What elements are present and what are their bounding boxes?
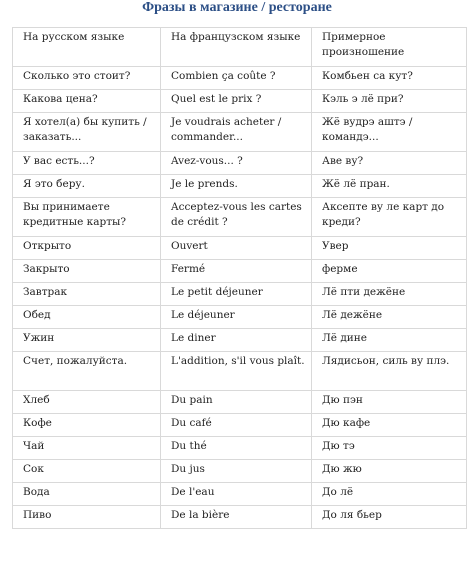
cell-russian: Завтрак — [13, 283, 161, 306]
cell-pronunciation: Аксепте ву ле карт до креди? — [312, 198, 467, 237]
cell-russian: У вас есть...? — [13, 152, 161, 175]
cell-french: Du jus — [161, 460, 312, 483]
table-row — [13, 152, 467, 175]
cell-pronunciation: Дю кафе — [312, 414, 467, 437]
cell-french: Acceptez-vous les cartes de crédit ? — [161, 198, 312, 237]
table-row — [13, 391, 467, 414]
cell-french: L'addition, s'il vous plaît. — [161, 352, 312, 391]
cell-french: Fermé — [161, 260, 312, 283]
cell-pronunciation: До ля бьер — [312, 506, 467, 529]
cell-french: Combien ça coûte ? — [161, 67, 312, 90]
cell-french: Du pain — [161, 391, 312, 414]
cell-french: Je le prends. — [161, 175, 312, 198]
cell-pronunciation: Жё лё пран. — [312, 175, 467, 198]
cell-pronunciation: Лё дине — [312, 329, 467, 352]
header-cell-pronunciation: Примерное произношение — [312, 28, 467, 67]
table-row — [13, 90, 467, 113]
cell-french: Le petit déjeuner — [161, 283, 312, 306]
table-row — [13, 414, 467, 437]
cell-pronunciation: ферме — [312, 260, 467, 283]
cell-russian: Пиво — [13, 506, 161, 529]
cell-pronunciation: До лё — [312, 483, 467, 506]
cell-french: Je voudrais acheter / commander... — [161, 113, 312, 152]
cell-french: Ouvert — [161, 237, 312, 260]
table-row — [13, 175, 467, 198]
table-row — [13, 306, 467, 329]
cell-russian: Обед — [13, 306, 161, 329]
table-row — [13, 237, 467, 260]
cell-russian: Какова цена? — [13, 90, 161, 113]
table-row — [13, 506, 467, 529]
table-row — [13, 198, 467, 237]
cell-russian: Открыто — [13, 237, 161, 260]
cell-pronunciation: Лё пти дежёне — [312, 283, 467, 306]
cell-russian: Чай — [13, 437, 161, 460]
cell-russian: Ужин — [13, 329, 161, 352]
cell-french: Du café — [161, 414, 312, 437]
cell-russian: Сок — [13, 460, 161, 483]
table-row — [13, 283, 467, 306]
page-title: Фразы в магазине / ресторане — [142, 0, 332, 15]
cell-russian: Я это беру. — [13, 175, 161, 198]
table-row — [13, 483, 467, 506]
phrase-table — [12, 27, 467, 529]
cell-russian: Я хотел(а) бы купить / заказать... — [13, 113, 161, 152]
header-cell-russian: На русском языке — [13, 28, 161, 67]
table-row — [13, 113, 467, 152]
cell-russian: Вода — [13, 483, 161, 506]
cell-russian: Кофе — [13, 414, 161, 437]
table-row — [13, 460, 467, 483]
cell-pronunciation: Комбьен са кут? — [312, 67, 467, 90]
cell-russian: Вы принимаете кредитные карты? — [13, 198, 161, 237]
cell-russian: Счет, пожалуйста. — [13, 352, 161, 391]
cell-russian: Сколько это стоит? — [13, 67, 161, 90]
cell-russian: Хлеб — [13, 391, 161, 414]
cell-french: Du thé — [161, 437, 312, 460]
cell-pronunciation: Лё дежёне — [312, 306, 467, 329]
cell-pronunciation: Дю пэн — [312, 391, 467, 414]
cell-pronunciation: Кэль э лё при? — [312, 90, 467, 113]
cell-pronunciation: Дю жю — [312, 460, 467, 483]
table-row — [13, 437, 467, 460]
cell-french: Avez-vous... ? — [161, 152, 312, 175]
header-cell-french: На французском языке — [161, 28, 312, 67]
cell-french: De l'eau — [161, 483, 312, 506]
table-row — [13, 67, 467, 90]
table-row — [13, 260, 467, 283]
cell-pronunciation: Жё вудрэ аштэ / командэ... — [312, 113, 467, 152]
cell-pronunciation: Дю тэ — [312, 437, 467, 460]
table-row — [13, 352, 467, 391]
cell-russian: Закрыто — [13, 260, 161, 283]
cell-french: Quel est le prix ? — [161, 90, 312, 113]
cell-french: Le déjeuner — [161, 306, 312, 329]
cell-french: De la bière — [161, 506, 312, 529]
table-header-row — [13, 28, 467, 67]
table-row — [13, 329, 467, 352]
cell-pronunciation: Аве ву? — [312, 152, 467, 175]
cell-french: Le diner — [161, 329, 312, 352]
cell-pronunciation: Лядисьон, силь ву плэ. — [312, 352, 467, 391]
cell-pronunciation: Увер — [312, 237, 467, 260]
